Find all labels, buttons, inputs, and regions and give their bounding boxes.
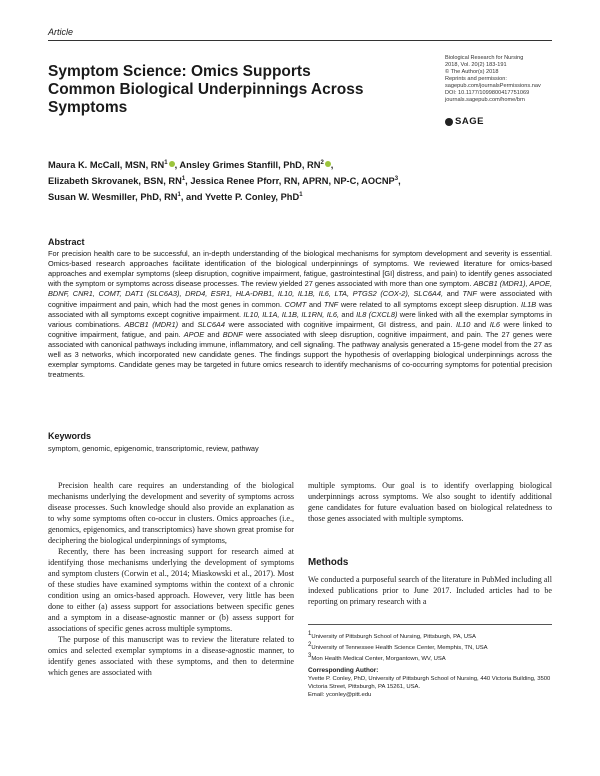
keywords-text: symptom, genomic, epigenomic, transcriptomic, review, pathway <box>48 444 259 453</box>
copyright: © The Author(s) 2018 <box>445 69 499 75</box>
abstract-sentence: For precision health care to be successful, an in-depth understanding of the biological mechanisms for symptom development and severity is essential. Omics-based research approaches facilitate identification of the biological underpinnings of symptoms. We reviewed literature for omics-based approaches and exemplar symptoms (sleep disruption, cognitive impairment, fatigue, gastrointestinal [GI] distress, and pain) to identify genes associated with the symptom or symptoms across disease processes. The review yielded 27 genes associated with more than one symptom. <box>48 249 552 289</box>
corresponding-author <box>308 667 552 699</box>
body-paragraph: Precision health care requires an understanding of the biological mechanisms underlying the development and severity of symptoms across disease processes. Such knowledge should also provide an explanation as to why some symptoms often co-occur in clusters. Omics approaches (i.e., genomics, epigenomics, and transcriptomics) have shown great promise for deciphering the biological underpinnings of symptoms, <box>48 481 294 545</box>
article-title: Symptom Science: Omics Supports Common Biological Underpinnings Across Symptoms <box>48 63 364 116</box>
gene-list: IL10, IL1A, IL1B, IL1RN, IL6, <box>243 309 340 319</box>
abstract-sentence: were related to all symptoms except sleep disruption. <box>340 299 519 309</box>
doi-link[interactable]: DOI: 10.1177/1099800417751069 <box>445 90 530 96</box>
author-name: Jessica Renee Pforr, RN, APRN, NP-C, AOCNP <box>190 175 395 186</box>
affiliation-item <box>308 652 552 663</box>
gene-name: IL10 <box>455 319 471 329</box>
abstract-sentence: were associated with cognitive impairment, GI distress, and pain. <box>228 319 453 329</box>
body-paragraph: Recently, there has been increasing support for research aimed at identifying those mechanisms underlying the development of symptoms and symptom clusters (Corwin et al., 2014; Miaskowski et al., 2017). Most of these studies have examined symptoms within the context of a chronic condition using an omics-based approach. However, very little has been done to either (a) assess support for associations between specific genes and a symptom in a disease-agnostic manner or (b) assess support for associations of specific genes across multiple symptoms. <box>48 547 294 633</box>
affiliation-marker: 1 <box>181 175 186 182</box>
author-name: Maura K. McCall, MSN, RN <box>48 160 165 171</box>
abstract-sentence: was associated with all symptoms except cognitive impairment. <box>48 299 552 319</box>
abstract-sentence: and <box>341 309 354 319</box>
affiliation-text: University of Pittsburgh School of Nursing, Pittsburgh, PA, USA <box>311 633 476 640</box>
publisher-logo <box>445 116 484 127</box>
corresponding-author-email[interactable]: Email: yconley@pitt.edu <box>308 692 372 698</box>
gene-name: IL8 (CXCL8) <box>356 309 398 319</box>
abstract-sentence: and <box>446 289 459 299</box>
journal-homepage-link[interactable]: journals.sagepub.com/home/brn <box>445 97 525 103</box>
journal-volume: 2018, Vol. 20(2) 183-191 <box>445 62 507 68</box>
author-name: Ansley Grimes Stanfill, PhD, RN <box>179 160 321 171</box>
abstract-sentence: were associated with sleep disruption, cognitive impairment, and pain. The 27 genes were associated with canonical pathways including immune, inflammatory, and cell signaling. The pathway analysis generated a 15-gene model from the 27 as well as 3 networks, which incorporated new candidate genes. The findings support the hypothesis of overlapping biological underpinnings across the exemplar symptoms. Candidate genes may be targeted in future omics research to identify mechanisms of co-occurring symptoms for potential precision treatments. <box>48 329 552 380</box>
publisher-name: SAGE <box>455 116 484 127</box>
corresponding-author-heading: Corresponding Author: <box>308 667 379 674</box>
header-rule <box>48 40 552 41</box>
abstract-sentence: and <box>473 319 487 329</box>
reprints-label: Reprints and permission: <box>445 76 507 82</box>
journal-info <box>445 55 565 104</box>
affiliation-item <box>308 641 552 652</box>
abstract-sentence: and <box>207 329 220 339</box>
methods-heading: Methods <box>308 557 349 568</box>
affiliation-marker: 1 <box>299 191 303 198</box>
author-name: and Yvette P. Conley, PhD <box>186 191 300 202</box>
affiliation-marker: 3 <box>308 652 312 659</box>
journal-name: Biological Research for Nursing <box>445 55 524 61</box>
methods-paragraph: We conducted a purposeful search of the literature in PubMed including all indexed publications prior to June 2017. Included articles had to be reporting on primary research with a <box>308 575 552 606</box>
abstract-sentence: and <box>181 319 194 329</box>
affiliation-marker: 1 <box>177 191 181 198</box>
author-name: Elizabeth Skrovanek, BSN, RN <box>48 175 182 186</box>
keywords-heading: Keywords <box>48 431 92 441</box>
body-paragraph: multiple symptoms. Our goal is to identify overlapping biological underpinnings across symptoms. We also sought to identify additional gene candidates for future evaluation based on biological relatedness to those genes associated with multiple symptoms. <box>308 481 552 523</box>
affiliation-marker: 3 <box>394 175 399 182</box>
sage-logo-icon <box>445 118 453 126</box>
affiliation-marker: 1 <box>308 631 312 637</box>
affiliation-marker: 2 <box>308 641 312 648</box>
gene-name: SLC6A4 <box>197 319 225 329</box>
abstract-sentence: and <box>308 299 322 309</box>
gene-name: COMT <box>284 299 307 309</box>
orcid-icon[interactable] <box>325 161 331 167</box>
gene-name: IL1B <box>521 299 537 309</box>
gene-list: ABCB1 (MDR1), APOE, BDNF, CNR1, COMT, DAT1 (SLC6A3), DRD4, ESR1, HLA-DRB1, IL10, IL1B, IL6, LTA, PTGS2 (COX-2), SLC6A4, <box>48 279 553 299</box>
gene-name: IL6 <box>489 319 501 329</box>
abstract-text <box>48 249 552 380</box>
affiliation-item <box>308 630 552 641</box>
affiliation-text: Mon Health Medical Center, Morgantown, WV, USA <box>311 655 446 662</box>
author-name: Susan W. Wesmiller, PhD, RN <box>48 191 178 202</box>
article-type-label: Article <box>48 27 74 37</box>
abstract-section <box>48 237 552 380</box>
permissions-link[interactable]: sagepub.com/journalsPermissions.nav <box>445 83 541 89</box>
orcid-icon[interactable] <box>169 161 175 167</box>
affiliation-marker: 2 <box>320 160 324 166</box>
abstract-heading: Abstract <box>48 237 85 247</box>
gene-name: TNF <box>462 289 477 299</box>
body-column-left <box>48 480 294 678</box>
footnote-rule <box>308 624 552 625</box>
author-list: Maura K. McCall, MSN, $RN^1$ , Ansley Grimes Stanfill, PhD, $RN^2$ , Elizabeth Skrovanek, BSN, $RN^1$, Jessica Renee Pforr, RN, APRN, NP-C, AOCNP$^3$, Susan W. Wesmiller, PhD, $RN^1$, and Yvette P. Conley, PhD$^1$ <box>48 160 401 202</box>
gene-name: TNF <box>323 299 339 309</box>
abstract-sentence: were associated with cognitive impairment and pain, which had the most genes in common. <box>48 289 552 309</box>
affiliation-text: University of Tennessee Health Science Center, Memphis, TN, USA <box>311 644 488 651</box>
corresponding-author-address: Yvette P. Conley, PhD, University of Pittsburgh School of Nursing, 440 Victoria Building, 3500 Victoria Street, Pittsburgh, PA 15261, USA. <box>308 676 551 690</box>
body-column-right <box>308 480 552 524</box>
gene-name: APOE <box>183 329 205 339</box>
gene-name: ABCB1 (MDR1) <box>124 319 179 329</box>
keywords-section <box>48 431 552 454</box>
abstract-sentence: were linked to cognitive impairment, fatigue, and pain. <box>48 319 553 339</box>
abstract-sentence: were linked with all the exemplar symptoms in various combinations. <box>48 309 553 329</box>
affiliation-marker: 1 <box>164 160 168 166</box>
gene-name: BDNF <box>222 329 243 339</box>
body-paragraph: The purpose of this manuscript was to review the literature related to omics and selected exemplar symptoms in a disease-agnostic manner, to identify genes associated with these symptoms, and then to determine which genes are associated with <box>48 635 294 677</box>
affiliations <box>308 630 552 663</box>
